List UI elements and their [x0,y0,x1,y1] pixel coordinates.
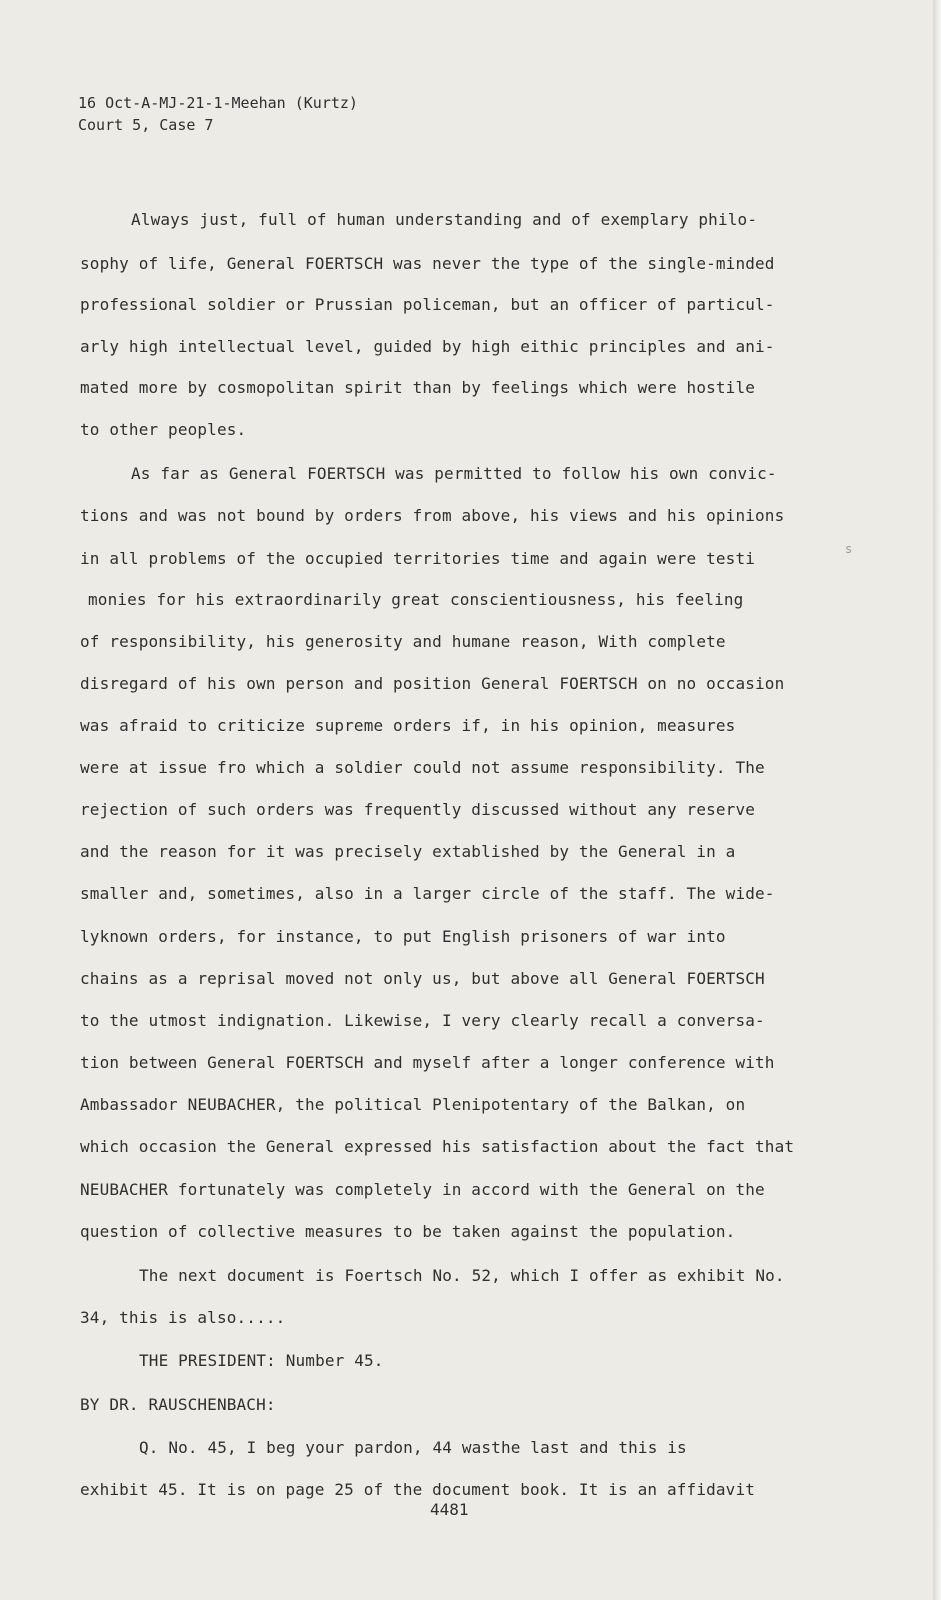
document-header [78,92,358,136]
body-line: Always just, full of human understanding and of exemplary philo- [131,210,758,229]
body-line: to other peoples. [80,420,247,439]
speaker-line: BY DR. RAUSCHENBACH: [80,1395,276,1414]
page-number: 4481 [430,1500,469,1519]
body-line: rejection of such orders was frequently discussed without any reserve [80,800,756,819]
body-line: exhibit 45. It is on page 25 of the document book. It is an affidavit [80,1480,756,1499]
body-line: to the utmost indignation. Likewise, I very clearly recall a conversa- [80,1011,765,1030]
body-line: tions and was not bound by orders from above, his views and his opinions [80,506,785,525]
body-line: monies for his extraordinarily great conscientiousness, his feeling [88,590,744,609]
body-line: 34, this is also..... [80,1308,286,1327]
body-line: chains as a reprisal moved not only us, but above all General FOERTSCH [80,969,765,988]
body-line: was afraid to criticize supreme orders if, in his opinion, measures [80,716,736,735]
body-line: Q. No. 45, I beg your pardon, 44 wasthe last and this is [139,1438,687,1457]
body-line: mated more by cosmopolitan spirit than by feelings which were hostile [80,378,756,397]
body-line: were at issue fro which a soldier could not assume responsibility. The [80,758,765,777]
body-line: which occasion the General expressed his satisfaction about the fact that [80,1137,795,1156]
body-line: in all problems of the occupied territories time and again were testi [80,549,756,568]
page-edge [933,0,941,1600]
header-line-2: Court 5, Case 7 [78,116,214,134]
body-line: NEUBACHER fortunately was completely in accord with the General on the [80,1180,765,1199]
body-line: As far as General FOERTSCH was permitted to follow his own convic- [131,464,777,483]
body-line: Ambassador NEUBACHER, the political Plenipotentary of the Balkan, on [80,1095,746,1114]
body-line: professional soldier or Prussian policeman, but an officer of particul- [80,295,775,314]
body-line: sophy of life, General FOERTSCH was never the type of the single-minded [80,254,775,273]
body-line: smaller and, sometimes, also in a larger circle of the staff. The wide- [80,884,775,903]
margin-mark: s [845,542,853,556]
body-line: The next document is Foertsch No. 52, which I offer as exhibit No. [139,1266,785,1285]
header-line-1: 16 Oct-A-MJ-21-1-Meehan (Kurtz) [78,94,358,112]
body-line: question of collective measures to be taken against the population. [80,1222,736,1241]
body-line: disregard of his own person and position General FOERTSCH on no occasion [80,674,785,693]
body-line: and the reason for it was precisely extablished by the General in a [80,842,736,861]
body-line: arly high intellectual level, guided by high eithic principles and ani- [80,337,775,356]
body-line: of responsibility, his generosity and humane reason, With complete [80,632,726,651]
body-line: lyknown orders, for instance, to put English prisoners of war into [80,927,726,946]
body-line: tion between General FOERTSCH and myself after a longer conference with [80,1053,775,1072]
speaker-line: THE PRESIDENT: Number 45. [139,1351,384,1370]
